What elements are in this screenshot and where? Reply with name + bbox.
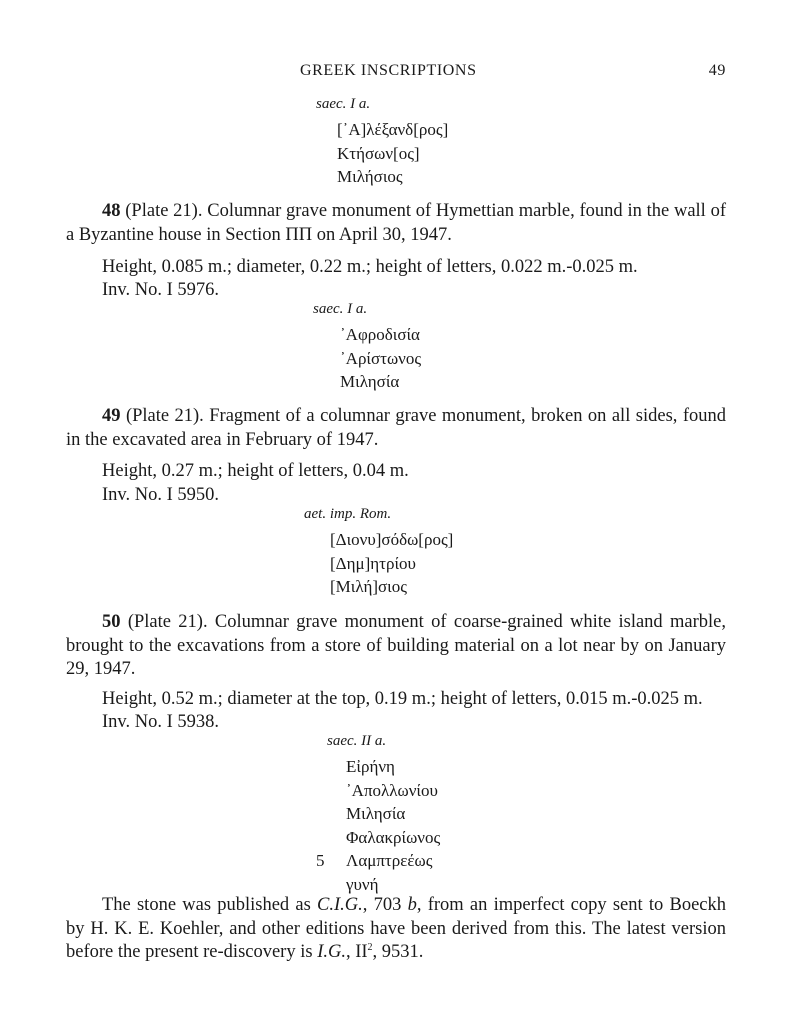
measurements: Height, 0.085 m.; diameter, 0.22 m.; height of letters, 0.022 m.-0.025 m. [102, 257, 638, 277]
line-number: 5 [316, 851, 325, 870]
date-label: aet. imp. Rom. [304, 506, 392, 522]
entry-text: (Plate 21). Columnar grave monument of coarse-grained white island marble, brought to the excavations from a store of building material on a lot near by on January 29, 1947. [66, 612, 726, 679]
greek-line: γυνή [346, 874, 379, 894]
greek-line: Μιλησία [340, 372, 400, 391]
greek-line: [Δημ]ητρίου [330, 553, 416, 573]
date-label: saec. I a. [316, 96, 371, 112]
greek-text-block [340, 323, 421, 394]
entry-description [66, 405, 726, 452]
greek-line-numbered [316, 849, 440, 873]
greek-line: Φαλακρίωνος [346, 827, 441, 847]
running-title: GREEK INSCRIPTIONS [300, 62, 477, 79]
greek-line: [᾿Α]λέξανδ[ρος] [337, 120, 449, 139]
measurements: Height, 0.27 m.; height of letters, 0.04 m. [102, 461, 409, 481]
greek-line: [Μιλή]σιος [330, 577, 407, 596]
greek-text-block [337, 118, 448, 189]
inventory-number: Inv. No. I 5976. [102, 280, 219, 300]
greek-line: Εἰρήνη [346, 757, 395, 776]
citation-cig: C.I.G. [317, 895, 363, 915]
entry-number: 48 [102, 201, 121, 221]
entry-number: 50 [102, 612, 121, 632]
greek-line: [Διονυ]σόδω[ρος] [330, 530, 454, 549]
greek-line: Λαμπτρεέως [346, 851, 433, 870]
page-number: 49 [708, 62, 726, 79]
inventory-number: Inv. No. I 5938. [102, 712, 219, 732]
entry-text: (Plate 21). Fragment of a columnar grave monument, broken on all sides, found in the excavated area in February of 1947. [66, 406, 726, 450]
greek-line: ᾿Απολλωνίου [346, 780, 438, 800]
commentary-paragraph: The stone was published as C.I.G., 703 b, from an imperfect copy sent to Boeckh by H. K. E. Koehler, and other editions have been derived from this. The latest version before the present re-discovery is I.G., $II^2$, 9531. [66, 895, 727, 962]
greek-line: Μιλησία [346, 804, 406, 823]
citation-ig: I.G. [317, 942, 346, 962]
entry-description [66, 200, 726, 247]
entry-text: (Plate 21). Columnar grave monument of Hymettian marble, found in the wall of a Byzantine house in Section ΠΠ on April 30, 1947. [66, 201, 726, 245]
greek-text-block [316, 755, 441, 896]
greek-line: ᾿Αρίστωνος [340, 348, 422, 368]
greek-line: Μιλήσιος [337, 167, 403, 186]
date-label: saec. I a. [313, 301, 368, 317]
greek-line: ᾿Αφροδισία [340, 325, 420, 344]
entry-number: 49 [102, 406, 121, 426]
measurements: Height, 0.52 m.; diameter at the top, 0.19 m.; height of letters, 0.015 m.-0.025 m. [102, 689, 703, 709]
entry-description [66, 611, 726, 682]
greek-text-block [330, 528, 453, 599]
inventory-number: Inv. No. I 5950. [102, 485, 219, 505]
greek-line: Κτήσων[ος] [337, 143, 420, 163]
date-label: saec. II a. [327, 733, 387, 749]
